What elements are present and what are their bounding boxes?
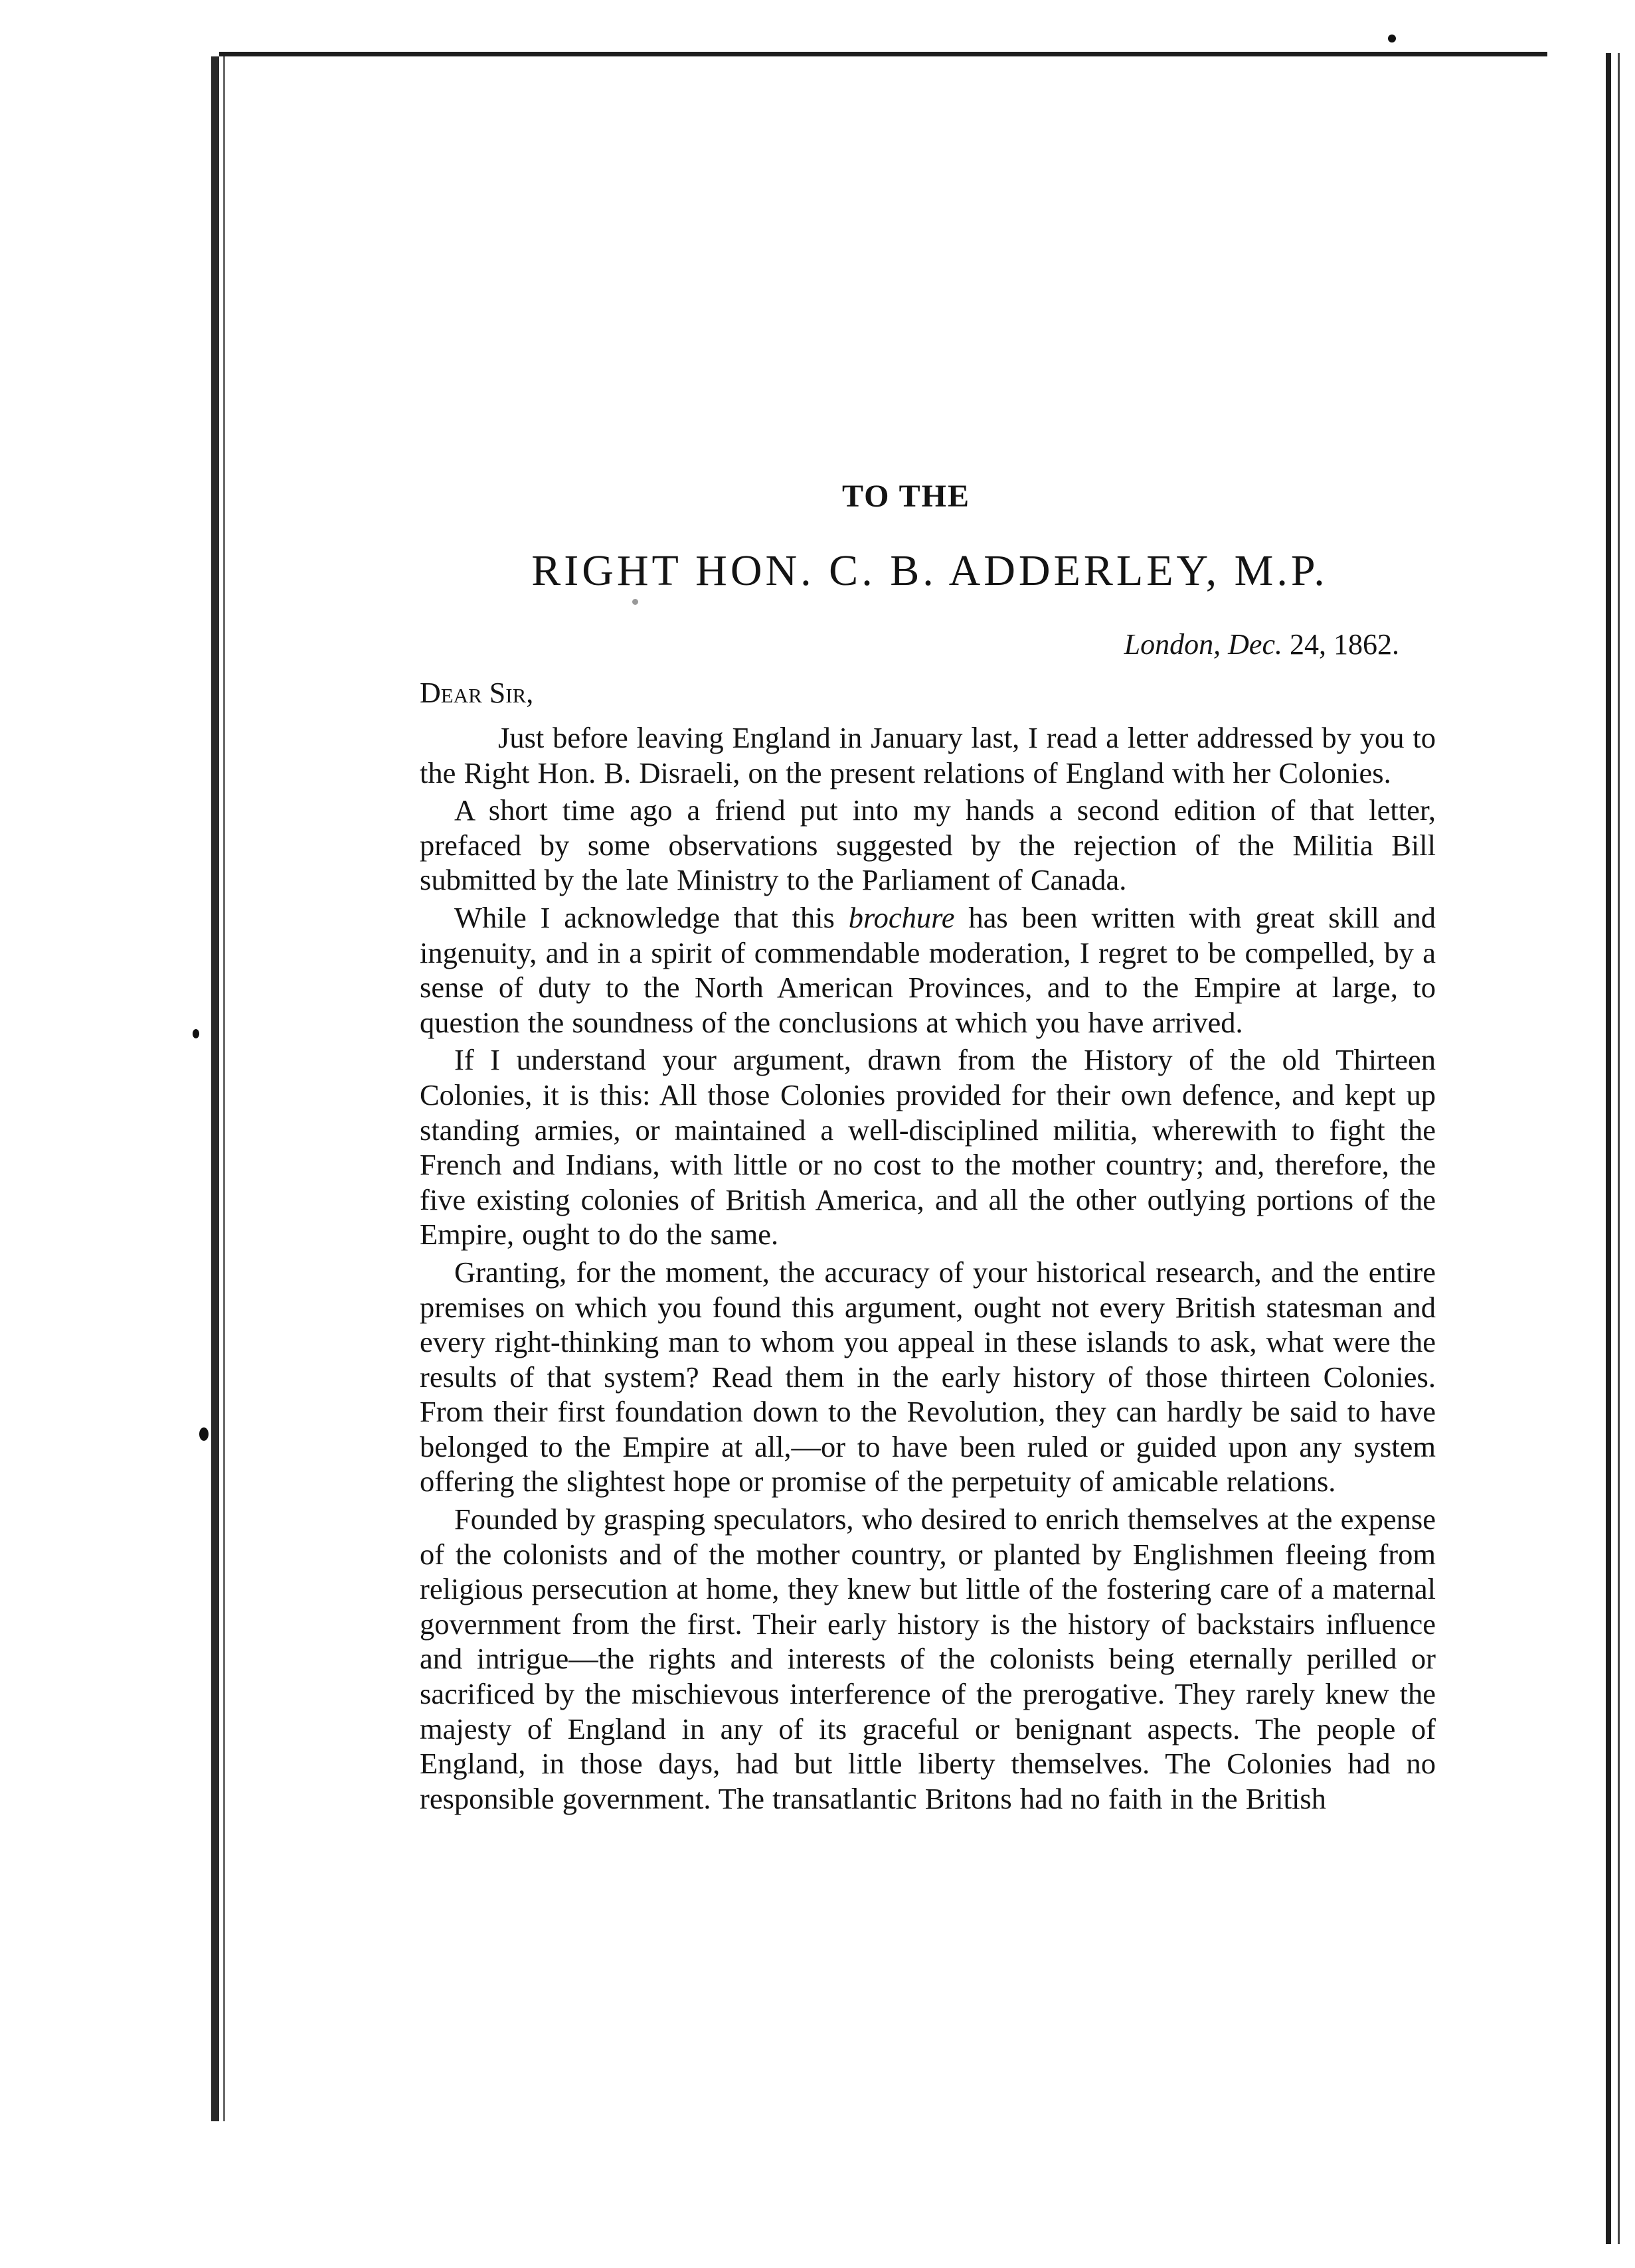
- page-binding-shadow: [223, 56, 225, 2121]
- addressee-heading: RIGHT HON. C. B. ADDERLEY, M.P.: [531, 546, 1328, 595]
- paragraph: Just before leaving England in January last, I read a letter addressed by you to the Right Hon. B. Disraeli, on the present relations of England with her Colonies.: [420, 721, 1436, 789]
- paragraph-part: has been written with great skill and ingenuity, and in a spirit of commendable moderation, I regret to be compelled, by a sense of duty to the North American Provinces, and to the Empire at large, to question the soundness of the conclusions at which you have arrived.: [420, 900, 1436, 1039]
- letter-body: [420, 720, 1436, 1819]
- scan-speck: [632, 599, 638, 605]
- paragraph: Founded by grasping speculators, who desired to enrich themselves at the expense of the colonists and of the mother country, or planted by Englishmen fleeing from religious persecution at home, they knew but little of the fostering care of a maternal government from the first. Their early history is the history of backstairs influence and intrigue—the rights and interests of the colonists being eternally perilled or sacrificed by the mischievous interference of the prerogative. They rarely knew the majesty of England in any of its graceful or benignant aspects. The people of England, in those days, had but little liberty themselves. The Colonies had no responsible government. The transatlantic Britons had no faith in the British: [420, 1502, 1436, 1815]
- dateline-place: London,: [1124, 628, 1221, 661]
- scan-speck: [199, 1427, 209, 1441]
- page-binding-edge: [211, 56, 219, 2121]
- dateline-month: Dec.: [1228, 628, 1282, 661]
- page-edge-right-shadow: [1618, 53, 1620, 2244]
- emphasis: brochure: [848, 900, 955, 934]
- paragraph: A short time ago a friend put into my hands a second edition of that letter, prefaced by some observations suggested by the rejection of the Militia Bill submitted by the late Ministry to the Parliament of Canada.: [420, 793, 1436, 897]
- heading-to-the: TO THE: [842, 479, 970, 514]
- scan-speck: [1388, 35, 1396, 42]
- paragraph: If I understand your argument, drawn from the History of the old Thirteen Colonies, it is this: All those Colonies provided for their own defence, and kept up standing armies, or maintained a well-disciplined militia, wherewith to fight the French and Indians, with little or no cost to the mother country; and, therefore, the five existing colonies of British America, and all the other outlying portions of the Empire, ought to do the same.: [420, 1043, 1436, 1252]
- paragraph: Granting, for the moment, the accuracy of your historical research, and the entire premises on which you found this argument, ought not every British statesman and every right-thinking man to whom you appeal in these islands to ask, what were the results of that system? Read them in the early history of those thirteen Colonies. From their first foundation down to the Revolution, they can hardly be said to have belonged to the Empire at all,—or to have been ruled or guided upon any system offering the slightest hope or promise of the perpetuity of amicable relations.: [420, 1255, 1436, 1498]
- paragraph: [420, 900, 1436, 1040]
- salutation: Dear Sir,: [420, 677, 534, 709]
- page-edge-top: [219, 52, 1547, 56]
- dateline-day-year: 24, 1862.: [1290, 628, 1399, 661]
- page-edge-right: [1606, 53, 1611, 2244]
- paragraph-part: While I acknowledge that this: [454, 900, 849, 934]
- scan-speck: [193, 1029, 199, 1038]
- dateline: [1124, 627, 1399, 661]
